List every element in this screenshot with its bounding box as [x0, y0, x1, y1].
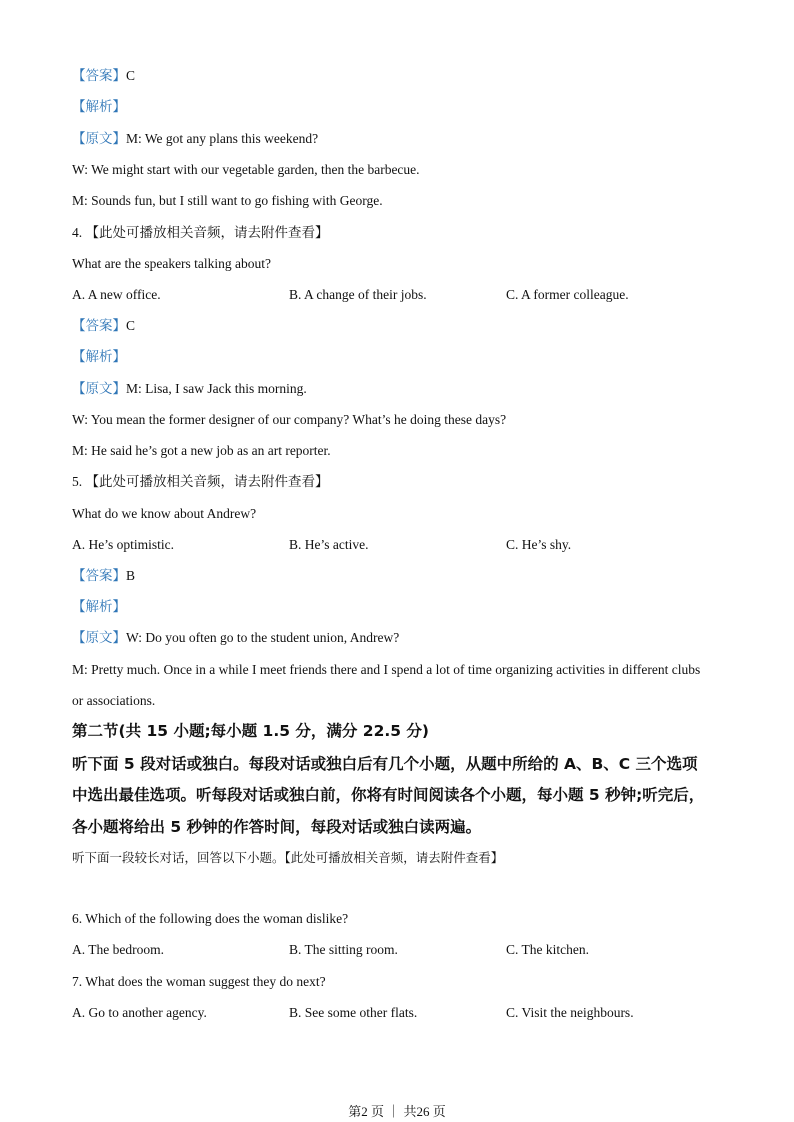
section-instructions-line: 各小题将给出 5 秒钟的作答时间，每段对话或独白读两遍。 [72, 818, 482, 836]
transcript-tag: 【原文】 [72, 131, 126, 146]
option-c: C. He’s shy. [506, 537, 572, 552]
answer-line [72, 567, 135, 585]
answer-value: B [126, 568, 136, 583]
option-b: B. He’s active. [289, 537, 369, 552]
section-prompt: 听下面一段较长对话，回答以下小题。【此处可播放相关音频，请去附件查看】 [72, 850, 504, 865]
answer-value: C [126, 318, 136, 333]
option-a: A. Go to another agency. [72, 1005, 207, 1020]
transcript-line [72, 130, 318, 148]
page-footer: 第2 页 ｜ 共26 页 [348, 1104, 446, 1119]
option-b: B. The sitting room. [289, 942, 398, 957]
answer-tag: 【答案】 [72, 318, 126, 333]
option-c: C. The kitchen. [506, 942, 589, 957]
option-a: A. A new office. [72, 287, 161, 302]
analysis-line [72, 348, 126, 366]
answer-line [72, 317, 135, 335]
answer-value: C [126, 68, 136, 83]
question-text: What are the speakers talking about? [72, 256, 272, 271]
answer-line [72, 67, 135, 85]
question-text: 7. What does the woman suggest they do next? [72, 974, 326, 989]
option-c: C. A former colleague. [506, 287, 629, 302]
transcript-line [72, 380, 307, 398]
analysis-tag: 【解析】 [72, 99, 126, 114]
option-a: A. The bedroom. [72, 942, 164, 957]
option-b: B. See some other flats. [289, 1005, 418, 1020]
transcript-line: W: You mean the former designer of our company? What’s he doing these days? [72, 412, 507, 427]
transcript-text: W: Do you often go to the student union, Andrew? [126, 630, 400, 645]
question-text: What do we know about Andrew? [72, 506, 257, 521]
analysis-tag: 【解析】 [72, 349, 126, 364]
transcript-line: M: He said he’s got a new job as an art reporter. [72, 443, 331, 458]
option-b: B. A change of their jobs. [289, 287, 427, 302]
option-a: A. He’s optimistic. [72, 537, 174, 552]
section-title: 第二节(共 15 小题;每小题 1.5 分，满分 22.5 分) [72, 722, 430, 740]
answer-tag: 【答案】 [72, 68, 126, 83]
analysis-line [72, 598, 126, 616]
section-instructions-line: 中选出最佳选项。听每段对话或独白前，你将有时间阅读各个小题，每小题 5 秒钟;听完后， [72, 786, 705, 804]
transcript-text: M: Lisa, I saw Jack this morning. [126, 381, 307, 396]
question-text: 6. Which of the following does the woman dislike? [72, 911, 349, 926]
transcript-line: M: Pretty much. Once in a while I meet friends there and I spend a lot of time organizing activities in different clubs [72, 662, 701, 677]
analysis-line [72, 98, 126, 116]
question-header: 5. 【此处可播放相关音频，请去附件查看】 [72, 474, 329, 489]
option-c: C. Visit the neighbours. [506, 1005, 634, 1020]
analysis-tag: 【解析】 [72, 599, 126, 614]
transcript-line [72, 629, 399, 647]
transcript-tag: 【原文】 [72, 630, 126, 645]
section-instructions-line: 听下面 5 段对话或独白。每段对话或独白后有几个小题，从题中所给的 A、B、C 三个选项 [72, 755, 698, 773]
transcript-line: M: Sounds fun, but I still want to go fishing with George. [72, 193, 383, 208]
transcript-line: or associations. [72, 693, 156, 708]
transcript-line: W: We might start with our vegetable garden, then the barbecue. [72, 162, 420, 177]
transcript-text: M: We got any plans this weekend? [126, 131, 319, 146]
answer-tag: 【答案】 [72, 568, 126, 583]
question-header: 4. 【此处可播放相关音频，请去附件查看】 [72, 225, 329, 240]
transcript-tag: 【原文】 [72, 381, 126, 396]
